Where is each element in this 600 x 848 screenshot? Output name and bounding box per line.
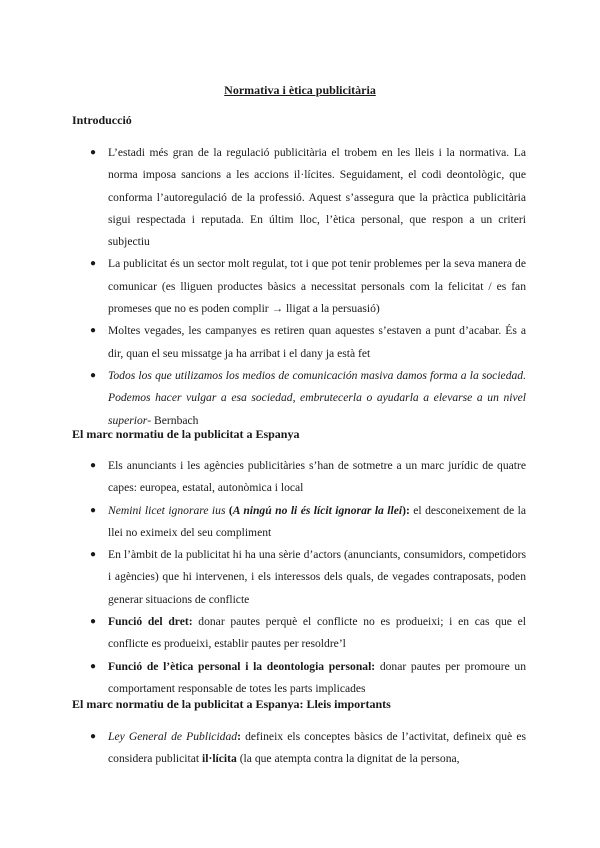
quote-text: Todos los que utilizamos los medios de comunicación masiva damos forma a la sociedad. Podemos hacer vulgar a esa sociedad, embrutecerla o ayudarla a elevarse a un nivel superior [108,368,526,427]
bullet-list-introduccio [90,142,526,432]
bullet-icon: ● [90,616,97,628]
list-item: ● Funció del dret: donar pautes perquè el conflicte no es produeixi; i en cas que el conflicte es produeixi, establir pautes per resoldre’l [108,611,526,656]
document-title: Normativa i ètica publicitària [224,83,376,97]
law-name: Ley General de Publicidad [108,730,238,743]
term-label: Funció de l’ètica personal i la deontologia personal: [108,659,376,673]
bullet-icon: ● [90,660,97,672]
list-item: ● Ley General de Publicidad: defineix els conceptes bàsics de l’activitat, defineix què es considera publicitat il·lícita (la que atempta contra la dignitat de la persona, [108,726,526,771]
bullet-icon: ● [90,325,97,337]
list-item [90,365,526,432]
bullet-icon: ● [90,369,97,381]
list-item: ● Funció de l’ètica personal i la deontologia personal: donar pautes per promoure un comportament responsable de totes les parts implicades [108,656,526,701]
bullet-icon: ● [90,460,97,471]
latin-translation: A ningú no li és lícit ignorar la llei [232,503,403,517]
list-item: ● Els anunciants i les agències publicitàries s’han de sotmetre a un marc jurídic de quatre capes: europea, estatal, autonòmica i local [108,455,526,500]
bullet-icon: ● [90,549,97,561]
bullet-list-marc-normatiu [90,455,527,700]
section-heading-lleis-importants: El marc normatiu de la publicitat a Espanya: Lleis importants [72,697,391,711]
section-heading-marc-normatiu: El marc normatiu de la publicitat a Espanya [72,427,300,441]
list-item: ● Nemini licet ignorare ius (A ningú no li és lícit ignorar la llei): el desconeixement de la llei no eximeix del seu compliment [108,500,526,545]
bullet-icon: ● [90,504,97,516]
list-item: ● En l’àmbit de la publicitat hi ha una sèrie d’actors (anunciants, consumidors, competidors i agències) que hi intervenen, i els interessos dels quals, de vegades contraposats, poden generar situacions de conflicte [108,544,526,611]
term-label: Funció del dret: [108,615,193,629]
quote-author: - Bernbach [147,413,199,427]
bullet-list-lleis-importants [90,726,526,771]
list-item: ● La publicitat és un sector molt regulat, tot i que pot tenir problemes per la seva manera de comunicar (es lliguen productes bàsics a necessitat personals com la felicitat / es fan promeses que no es poden complir → lligat a la persuasió) [108,253,526,320]
list-item: ● Moltes vegades, les campanyes es retiren quan aquestes s’estaven a punt d’acabar. És a dir, quan el seu missatge ja ha arribat i el dany ja està fet [108,320,526,365]
bullet-icon: ● [90,731,97,742]
section-heading-introduccio: Introducció [72,113,132,127]
list-item: ● L’estadi més gran de la regulació publicitària el trobem en les lleis i la normativa. La norma imposa sancions a les accions il·lícites. Seguidament, el codi deontològic, que conforma l’autoregulació de la professió. Aquest s’assegura que la pràctica publicitària sigui respectada i reputada. En últim lloc, l’ètica personal, que respon a un criteri subjectiu [108,142,526,253]
bullet-icon: ● [90,147,97,158]
bullet-icon: ● [90,258,97,270]
latin-maxim: Nemini licet ignorare ius [108,503,226,517]
